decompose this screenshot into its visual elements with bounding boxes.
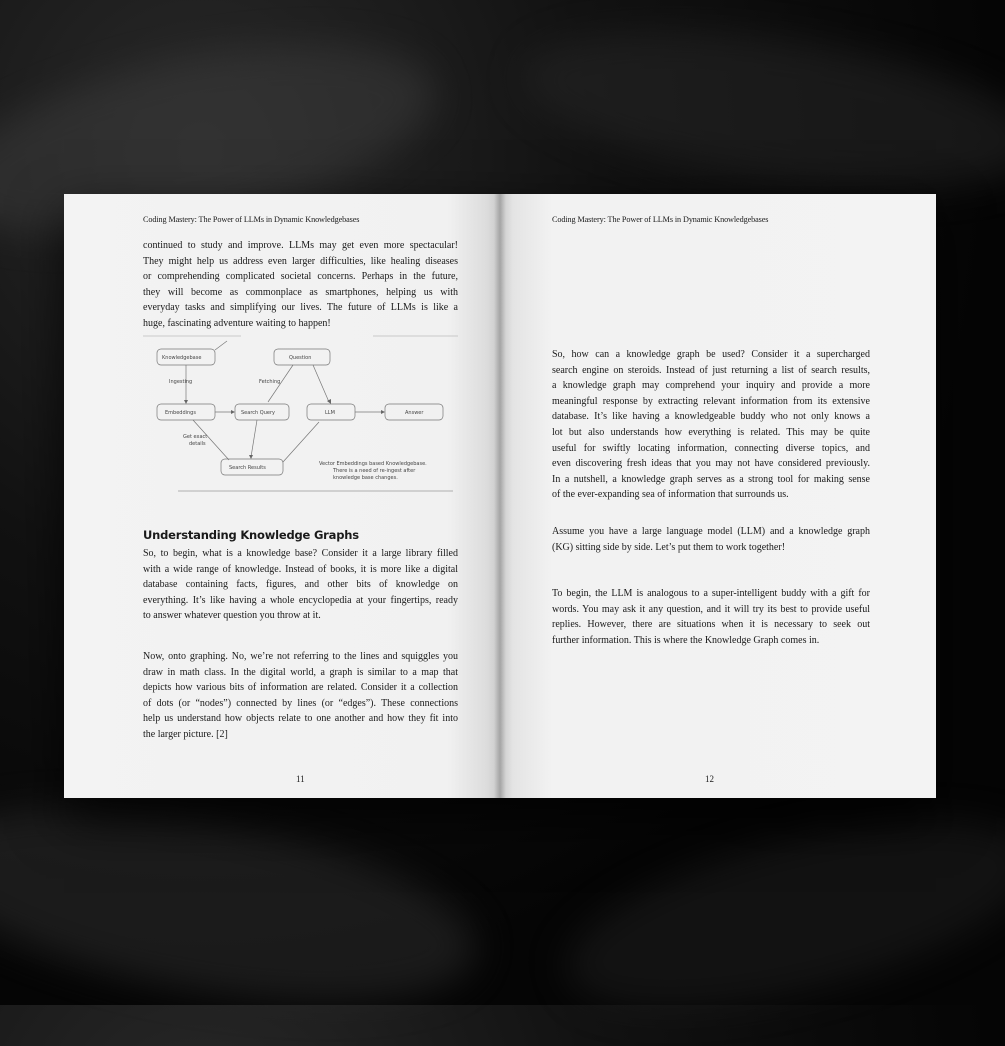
note-vector-1: Vector Embeddings based Knowledgebase. — [319, 461, 427, 467]
page-number: 11 — [296, 774, 305, 784]
text-line: Assume you have a large language model (LLM) and a knowledge graph — [552, 526, 870, 537]
label-knowledgebase: Knowledgebase — [162, 355, 202, 361]
text-line: even discovering fresh ideas that you may not have considered previously. — [552, 458, 870, 470]
label-answer: Answer — [405, 410, 424, 416]
label-search-results: Search Results — [229, 465, 266, 471]
text-line: draw in math class. In the digital world, a graph is similar to a map that — [143, 666, 458, 678]
text-line: useful for swiftly locating information, connecting diverse topics, and — [552, 442, 870, 454]
label-llm: LLM — [325, 410, 335, 416]
text-line: of the ever-expanding sea of information that surrounds us. — [552, 489, 789, 501]
text-line: database containing facts, figures, and other bits of knowledge on — [143, 579, 458, 591]
text-line: to answer whatever question you throw at it. — [143, 610, 321, 622]
text-line: So, how can a knowledge graph be used? Consider it a supercharged — [552, 349, 870, 360]
text-line: They might help us address even larger difficulties, like healing diseases — [143, 255, 458, 267]
text-line: replies. However, there are situations when it is necessary to seek out — [552, 619, 870, 631]
text-line: they will become as commonplace as smartphones, helping us with — [143, 286, 458, 298]
left-page — [64, 194, 500, 798]
usage-paragraph — [552, 347, 870, 503]
text-line: the larger picture. [2] — [143, 728, 228, 740]
text-line: words. You may ask it any question, and it will try its best to provide useful — [552, 603, 870, 615]
text-line: search engine on steroids. Instead of just returning a list of search results, — [552, 364, 870, 376]
right-page — [500, 194, 936, 798]
text-line: everyday tasks and simplifying our lives. The future of LLMs is like a — [143, 302, 458, 314]
intro-paragraph — [143, 238, 458, 332]
text-line: huge, fascinating adventure waiting to happen! — [143, 317, 331, 329]
label-fetching: Fetching — [259, 379, 281, 385]
note-details: details — [189, 441, 206, 447]
label-ingesting: Ingesting — [169, 379, 193, 385]
text-line: So, to begin, what is a knowledge base? Consider it a large library filled — [143, 548, 458, 559]
text-line: In a nutshell, a knowledge graph serves as a strong tool for making sense — [552, 473, 870, 485]
fabric-fold — [513, 4, 1005, 215]
knowledge-base-paragraph — [143, 546, 458, 624]
text-line: depicts how various bits of information are related. Consider it a collection — [143, 682, 458, 694]
open-book — [64, 194, 936, 798]
llm-analogy-paragraph — [552, 586, 870, 648]
running-head: Coding Mastery: The Power of LLMs in Dynamic Knowledgebases — [143, 215, 360, 224]
book-spine-shadow — [494, 194, 506, 798]
label-question: Question — [289, 355, 312, 361]
text-line: a knowledge graph may comprehend your inquiry and provide a more — [552, 380, 870, 392]
label-search-query: Search Query — [241, 410, 275, 416]
graphing-paragraph — [143, 649, 458, 743]
text-line: To begin, the LLM is analogous to a super-intelligent buddy with a gift for — [552, 588, 870, 599]
running-head: Coding Mastery: The Power of LLMs in Dynamic Knowledgebases — [552, 215, 769, 224]
text-line: or comprehending complicated societal concerns. Perhaps in the future, — [143, 271, 458, 283]
text-line: help us understand how objects relate to one another and how they fit into — [143, 713, 458, 725]
fabric-fold — [549, 784, 1005, 1046]
note-get-exact: Get exact — [183, 434, 208, 440]
note-vector-3: knowledge base changes. — [333, 475, 398, 481]
note-vector-2: There is a need of re-ingest after — [333, 468, 416, 474]
page-number: 12 — [705, 774, 714, 784]
rag-flow-diagram — [143, 334, 458, 494]
text-line: Now, onto graphing. No, we’re not referring to the lines and squiggles you — [143, 651, 458, 662]
fabric-fold — [0, 773, 491, 1038]
text-line: lot but also understands how everything is related. This may be quite — [552, 426, 870, 438]
section-heading: Understanding Knowledge Graphs — [143, 528, 359, 542]
text-line: further information. This is where the Knowledge Graph comes in. — [552, 634, 820, 646]
label-embeddings: Embeddings — [165, 410, 196, 416]
text-line: database. It’s like having a knowledgeable buddy who not only knows a — [552, 411, 870, 423]
text-line: everything. It’s like having a whole encyclopedia at your fingertips, ready — [143, 594, 458, 606]
text-line: continued to study and improve. LLMs may get even more spectacular! — [143, 240, 458, 251]
text-line: of dots (or “nodes”) connected by lines (or “edges”). These connections — [143, 697, 458, 709]
text-line: (KG) sitting side by side. Let’s put them to work together! — [552, 541, 786, 553]
llm-kg-paragraph — [552, 524, 870, 555]
text-line: with a wide range of knowledge. Instead of books, it is more like a digital — [143, 563, 458, 575]
text-line: meaningful response by extracting relevant information from its extensive — [552, 395, 870, 407]
